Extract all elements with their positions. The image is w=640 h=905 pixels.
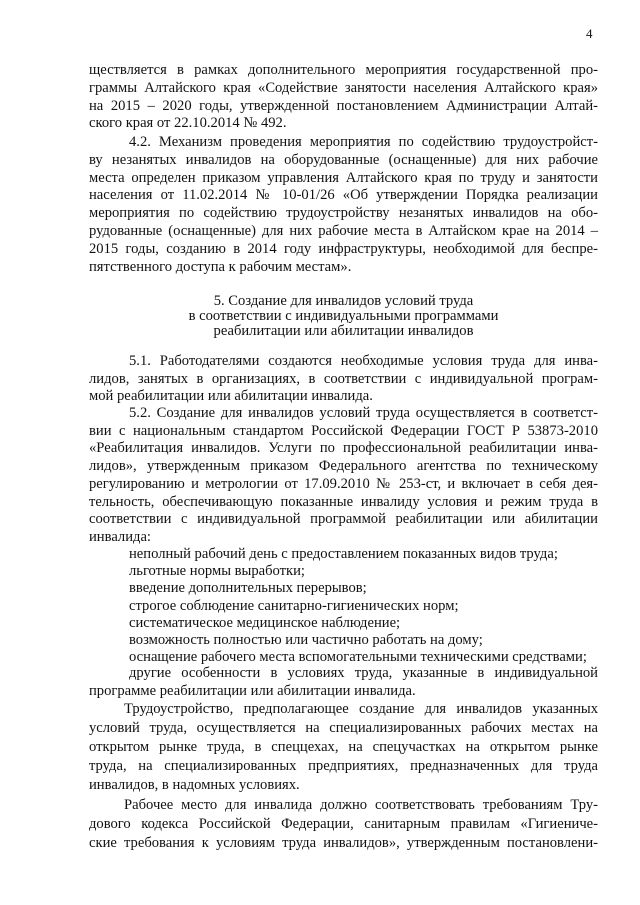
paragraph-line: труда, на специализированных предприятиях, предназначенных для труда	[89, 758, 598, 774]
list-item: введение дополнительных перерывов;	[129, 580, 367, 596]
paragraph-line: 2015 годы, созданию в 2014 году инфраструктуры, необходимой для беспре-	[89, 241, 598, 257]
paragraph-line: другие особенности в условиях труда, указанные в индивидуальной	[129, 665, 598, 681]
paragraph-line: Трудоустройство, предполагающее создание для инвалидов указанных	[124, 701, 598, 717]
paragraph-line: пятственного доступа к рабочим местам».	[89, 259, 352, 275]
paragraph-line: ского края от 22.10.2014 № 492.	[89, 115, 287, 131]
list-item: льготные нормы выработки;	[129, 563, 305, 579]
paragraph-line: инвалидов, в надомных условиях.	[89, 777, 300, 793]
paragraph-line: «Реабилитация инвалидов. Услуги по профессиональной реабилитации инва-	[89, 440, 598, 456]
section-heading-line: в соответствии с индивидуальными программами	[188, 308, 499, 324]
paragraph-line: регулированию и метрологии от 17.09.2010 № 253-ст, и включает в себя дея-	[89, 476, 598, 492]
paragraph-line: соответствии с индивидуальной программой реабилитации или абилитации	[89, 511, 598, 527]
paragraph-line: открытом рынке труда, в спеццехах, на спецучастках на открытом рынке	[89, 739, 598, 755]
list-item: оснащение рабочего места вспомогательными техническими средствами;	[129, 649, 587, 665]
section-heading-line: реабилитации или абилитации инвалидов	[213, 323, 474, 339]
paragraph-line: 5.1. Работодателями создаются необходимые условия труда для инва-	[129, 353, 598, 369]
paragraph-line: тельность, обеспечивающую показанные инвалиду условия и режим труда в	[89, 494, 598, 510]
paragraph-line: ву незанятых инвалидов на оборудованные (оснащенные) для них рабочие	[89, 152, 598, 168]
paragraph-line: граммы Алтайского края «Содействие занятости населения Алтайского края»	[89, 80, 598, 96]
section-heading-line: 5. Создание для инвалидов условий труда	[213, 293, 474, 309]
paragraph-line: Рабочее место для инвалида должно соответствовать требованиям Тру-	[124, 797, 598, 813]
paragraph-line: инвалида:	[89, 529, 151, 545]
paragraph-line: ские требования к условиям труда инвалидов», утвержденным постановлени-	[89, 835, 598, 851]
paragraph-line: на 2015 – 2020 годы, утвержденной постановлением Администрации Алтай-	[89, 98, 598, 114]
list-item: строгое соблюдение санитарно-гигиенических норм;	[129, 598, 459, 614]
paragraph-line: ществляется в рамках дополнительного мероприятия государственной про-	[89, 62, 598, 78]
paragraph-line: мероприятия по содействию трудоустройству незанятых инвалидов на обо-	[89, 205, 598, 221]
paragraph-line: населения от 11.02.2014 № 10-01/26 «Об утверждении Порядка реализации	[89, 187, 598, 203]
list-item: систематическое медицинское наблюдение;	[129, 615, 401, 631]
paragraph-line: дового кодекса Российской Федерации, санитарным правилам «Гигиениче-	[89, 816, 598, 832]
paragraph-line: места определен приказом управления Алтайского края по труду и занятости	[89, 170, 598, 186]
paragraph-line: лидов», утвержденным приказом Федерального агентства по техническому	[89, 458, 598, 474]
paragraph-line: 5.2. Создание для инвалидов условий труда осуществляется в соответст-	[129, 405, 598, 421]
paragraph-line: 4.2. Механизм проведения мероприятия по содействию трудоустройст-	[129, 134, 598, 150]
paragraph-line: рудованные (оснащенные) для них рабочие места в Алтайском крае на 2014 –	[89, 223, 598, 239]
paragraph-line: мой реабилитации или абилитации инвалида.	[89, 388, 373, 404]
page-number: 4	[586, 26, 593, 41]
paragraph-line: лидов, занятых в организациях, в соответствии с индивидуальной програм-	[89, 371, 598, 387]
list-item: неполный рабочий день с предоставлением показанных видов труда;	[129, 546, 558, 562]
paragraph-line: программе реабилитации или абилитации инвалида.	[89, 683, 416, 699]
paragraph-line: вии с национальным стандартом Российской Федерации ГОСТ Р 53873-2010	[89, 423, 598, 439]
list-item: возможность полностью или частично работать на дому;	[129, 632, 483, 648]
paragraph-line: условий труда, осуществляется на специализированных рабочих местах на	[89, 720, 598, 736]
